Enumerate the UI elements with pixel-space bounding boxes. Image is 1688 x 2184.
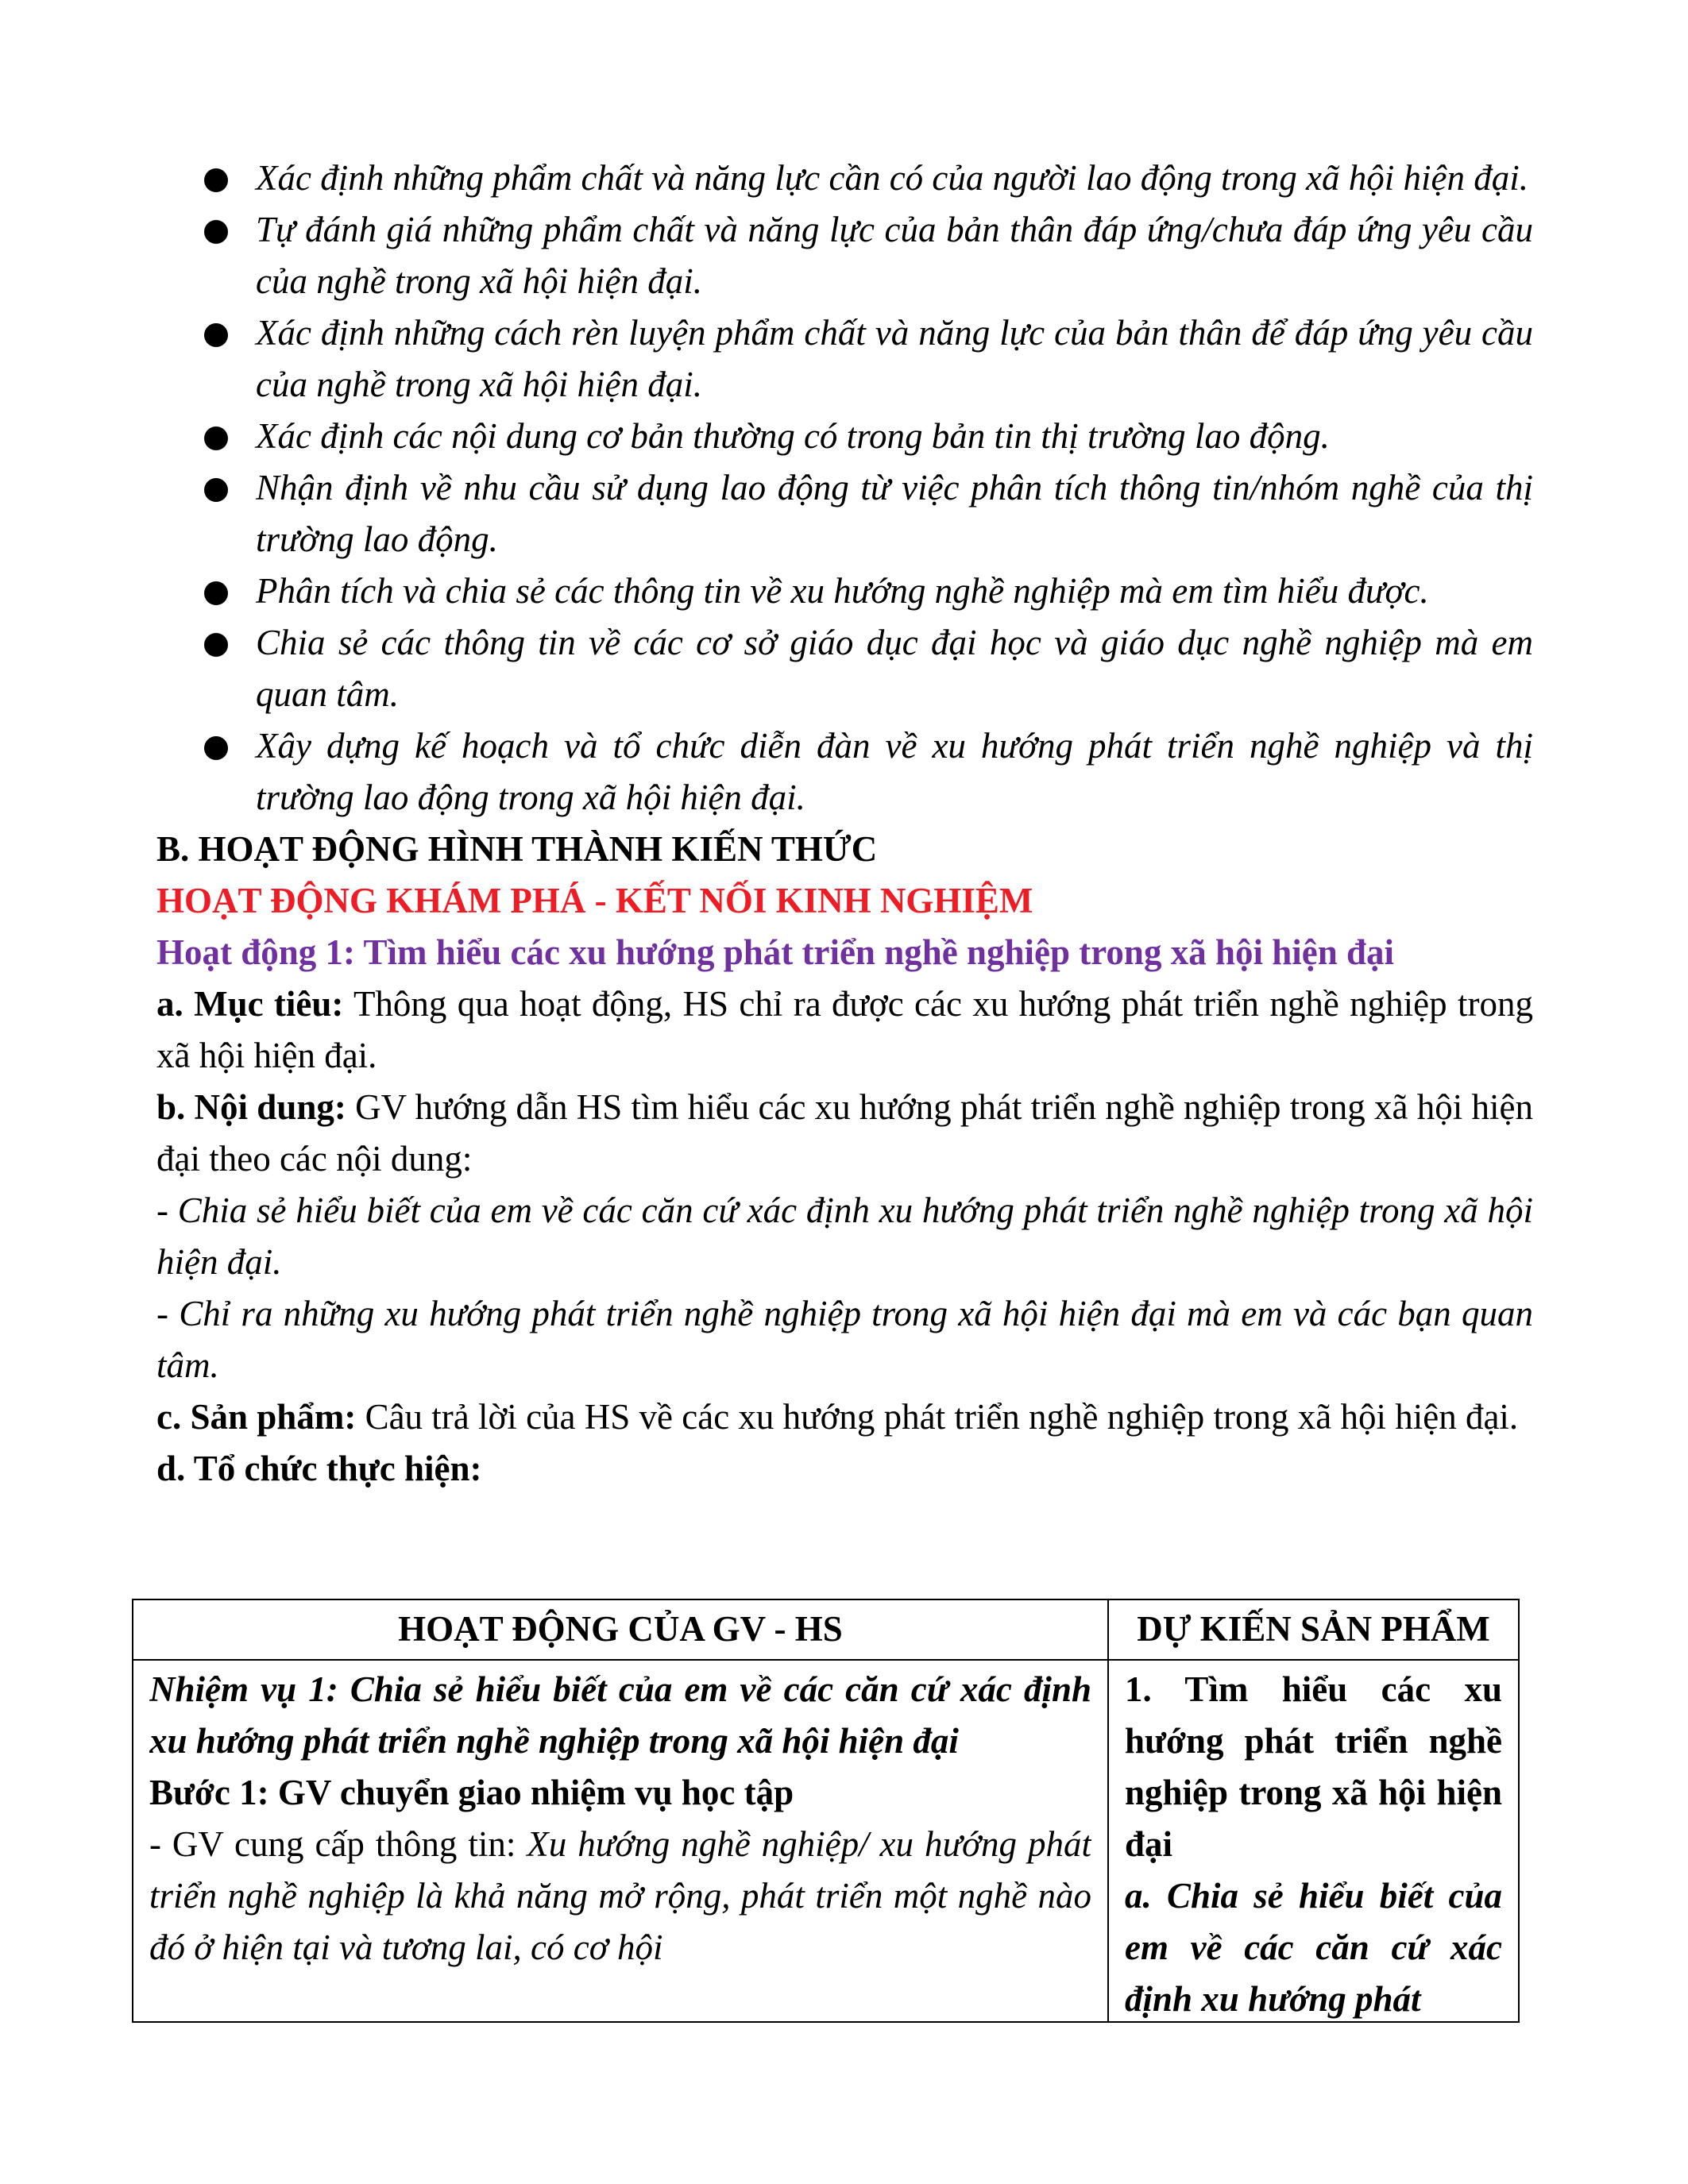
content-paragraph <box>156 1082 1533 1185</box>
content-item: - Chia sẻ hiểu biết của em về các căn cứ xác định xu hướng phát triển nghề nghiệp trong xã hội hiện đại. <box>156 1190 1533 1282</box>
table-row <box>133 1660 1519 2022</box>
list-item: Xác định những cách rèn luyện phẩm chất và năng lực của bản thân để đáp ứng yêu cầu của nghề trong xã hội hiện đại. <box>156 307 1533 411</box>
product-text: Câu trả lời của HS về các xu hướng phát triển nghề nghiệp trong xã hội hiện đại. <box>356 1397 1519 1437</box>
list-item: Xây dựng kế hoạch và tổ chức diễn đàn về xu hướng phát triển nghề nghiệp và thị trường lao động trong xã hội hiện đại. <box>156 720 1533 824</box>
bullet-icon <box>204 581 228 605</box>
task-title: Nhiệm vụ 1: Chia sẻ hiểu biết của em về các căn cứ xác định xu hướng phát triển nghề nghiệp trong xã hội hiện đại <box>149 1669 1091 1761</box>
section-b-heading: B. HOẠT ĐỘNG HÌNH THÀNH KIẾN THỨC <box>156 829 878 869</box>
table-header-activities: HOẠT ĐỘNG CỦA GV - HS <box>133 1599 1108 1660</box>
teacher-info-prefix: - GV cung cấp thông tin: <box>149 1824 527 1864</box>
teacher-info <box>149 1819 1091 1974</box>
bullet-icon <box>204 736 228 760</box>
objective-text: Thông qua hoạt động, HS chỉ ra được các xu hướng phát triển nghề nghiệp trong xã hội hiện đại. <box>156 984 1533 1075</box>
product-paragraph <box>156 1391 1533 1443</box>
content-text: GV hướng dẫn HS tìm hiểu các xu hướng phát triển nghề nghiệp trong xã hội hiện đại theo các nội dung: <box>156 1087 1534 1179</box>
product-heading: 1. Tìm hiểu các xu hướng phát triển nghề nghiệp trong xã hội hiện đại <box>1125 1669 1502 1864</box>
objectives-list <box>156 152 1533 824</box>
list-item: Xác định các nội dung cơ bản thường có trong bản tin thị trường lao động. <box>156 411 1533 462</box>
bullet-icon <box>204 426 228 450</box>
bullet-icon <box>204 633 228 657</box>
list-item: Nhận định về nhu cầu sử dụng lao động từ việc phân tích thông tin/nhóm nghề của thị trường lao động. <box>156 462 1533 565</box>
list-item: Chia sẻ các thông tin về các cơ sở giáo dục đại học và giáo dục nghề nghiệp mà em quan tâm. <box>156 617 1533 720</box>
organization-heading: d. Tổ chức thực hiện: <box>156 1449 482 1488</box>
document-content <box>156 152 1533 1495</box>
list-item: Xác định những phẩm chất và năng lực cần có của người lao động trong xã hội hiện đại. <box>156 152 1533 204</box>
products-cell <box>1108 1660 1519 2022</box>
list-item: Phân tích và chia sẻ các thông tin về xu hướng nghề nghiệp mà em tìm hiểu được. <box>156 565 1533 617</box>
product-subheading: a. Chia sẻ hiểu biết của em về các căn cứ xác định xu hướng phát <box>1125 1876 1502 2019</box>
table-header-row <box>133 1599 1519 1660</box>
content-item: - Chỉ ra những xu hướng phát triển nghề nghiệp trong xã hội hiện đại mà em và các bạn quan tâm. <box>156 1294 1533 1385</box>
list-item: Tự đánh giá những phẩm chất và năng lực của bản thân đáp ứng/chưa đáp ứng yêu cầu của nghề trong xã hội hiện đại. <box>156 204 1533 307</box>
step-title: Bước 1: GV chuyển giao nhiệm vụ học tập <box>149 1773 794 1812</box>
bullet-icon <box>204 168 228 192</box>
teacher-info-text: Xu hướng nghề nghiệp/ xu hướng phát triển nghề nghiệp là khả năng mở rộng, phát triển một nghề nào đó ở hiện tại và tương lai, có cơ hội <box>149 1824 1091 1967</box>
objective-paragraph <box>156 978 1533 1082</box>
activity-table <box>132 1599 1520 2023</box>
product-label: c. Sản phẩm: <box>156 1397 357 1437</box>
bullet-icon <box>204 323 228 347</box>
table-header-products: DỰ KIẾN SẢN PHẨM <box>1108 1599 1519 1660</box>
section-explore-heading: HOẠT ĐỘNG KHÁM PHÁ - KẾT NỐI KINH NGHIỆM <box>156 881 1033 920</box>
bullet-icon <box>204 220 228 244</box>
objective-label: a. Mục tiêu: <box>156 984 344 1024</box>
content-label: b. Nội dung: <box>156 1087 346 1127</box>
bullet-icon <box>204 478 228 502</box>
activity-title: Hoạt động 1: Tìm hiểu các xu hướng phát triển nghề nghiệp trong xã hội hiện đại <box>156 932 1395 972</box>
activities-cell <box>133 1660 1108 2022</box>
